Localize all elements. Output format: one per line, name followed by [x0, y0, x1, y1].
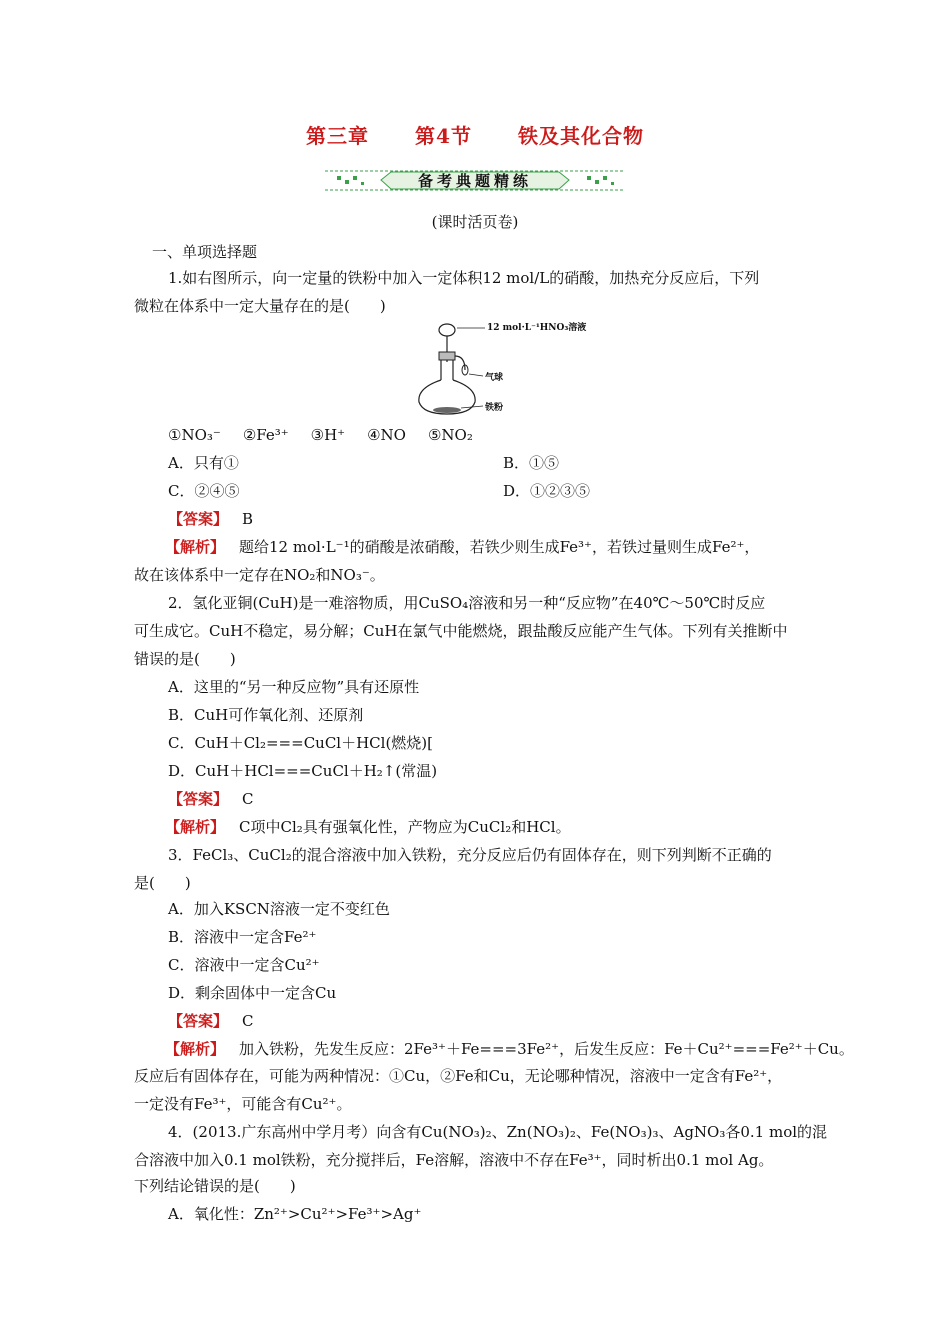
item-5: ⑤NO₂ — [427, 426, 473, 444]
banner-text: 备考典题精练 — [417, 172, 532, 190]
question-1-line-1: 1.如右图所示，向一定量的铁粉中加入一定体积12 mol/L的硝酸，加热充分反应后，下列 — [168, 269, 760, 287]
q1-option-c: C．②④⑤ — [168, 482, 240, 500]
figure-label-balloon: 气球 — [485, 373, 504, 383]
answer-tag: 【答案】 — [168, 790, 229, 808]
question-3-line-2: 是( ) — [134, 874, 191, 892]
q2-analysis-line-1: 【解析】 C项中Cl₂具有强氧化性，产物应为CuCl₂和HCl。 — [165, 818, 571, 836]
q2-answer-value: C — [242, 790, 254, 808]
figure-label-acid: 12 mol·L⁻¹HNO₃溶液 — [487, 323, 587, 333]
q2-option-a: A．这里的“另一种反应物”具有还原性 — [168, 678, 420, 696]
q3-option-b: B．溶液中一定含Fe²⁺ — [168, 928, 317, 946]
apparatus-figure — [395, 318, 587, 418]
question-4-line-1: 4．(2013.广东高州中学月考）向含有Cu(NO₃)₂、Zn(NO₃)₂、Fe(NO₃)₃、AgNO₃各0.1 mol的混 — [168, 1123, 828, 1141]
q2-option-d: D．CuH＋HCl===CuCl＋H₂↑(常温) — [168, 762, 438, 780]
question-3-line-1: 3．FeCl₃、CuCl₂的混合溶液中加入铁粉，充分反应后仍有固体存在，则下列判断不正确的 — [168, 846, 772, 864]
q3-analysis-line-3: 一定没有Fe³⁺，可能含有Cu²⁺。 — [134, 1095, 352, 1113]
topic-title: 铁及其化合物 — [517, 124, 644, 148]
q3-analysis-line-2: 反应后有固体存在，可能为两种情况：①Cu，②Fe和Cu，无论哪种情况，溶液中一定含有Fe²⁺， — [134, 1067, 783, 1085]
q4-option-a: A．氧化性：Zn²⁺>Cu²⁺>Fe³⁺>Ag⁺ — [168, 1205, 422, 1223]
section-heading: 一、单项选择题 — [152, 243, 258, 261]
q3-answer — [168, 1011, 254, 1031]
q1-answer-value: B — [242, 510, 254, 528]
analysis-tag: 【解析】 — [165, 1040, 226, 1058]
analysis-tag: 【解析】 — [165, 818, 226, 836]
question-2-line-1: 2．氢化亚铜(CuH)是一难溶物质，用CuSO₄溶液和另一种“反应物”在40℃～50℃时反应 — [168, 594, 766, 612]
question-4-line-2: 合溶液中加入0.1 mol铁粉，充分搅拌后，Fe溶解，溶液中不存在Fe³⁺，同时析出0.1 mol Ag。 — [134, 1151, 774, 1169]
figure-label-iron: 铁粉 — [485, 403, 504, 413]
q3-option-c: C．溶液中一定含Cu²⁺ — [168, 956, 320, 974]
q3-option-d: D．剩余固体中一定含Cu — [168, 984, 337, 1002]
item-4: ④NO — [367, 426, 406, 444]
question-2-line-2: 可生成它。CuH不稳定，易分解；CuH在氯气中能燃烧，跟盐酸反应能产生气体。下列有关推断中 — [134, 622, 788, 640]
question-1-items — [168, 425, 473, 445]
q3-answer-value: C — [242, 1012, 254, 1030]
answer-tag: 【答案】 — [168, 510, 229, 528]
q1-analysis-line-2: 故在该体系中一定存在NO₂和NO₃⁻。 — [134, 566, 385, 584]
question-1-line-2: 微粒在体系中一定大量存在的是( ) — [134, 297, 386, 315]
subtitle: (课时活页卷) — [431, 213, 519, 231]
page-title — [0, 120, 950, 149]
q1-answer — [168, 509, 253, 529]
banner — [325, 166, 625, 194]
answer-tag: 【答案】 — [168, 1012, 229, 1030]
item-3: ③H⁺ — [310, 426, 346, 444]
item-2: ②Fe³⁺ — [242, 426, 289, 444]
analysis-tag: 【解析】 — [165, 538, 226, 556]
section-title: 第4节 — [415, 124, 472, 148]
flask-apparatus-icon — [395, 318, 565, 418]
item-1: ①NO₃⁻ — [168, 426, 221, 444]
q3-analysis-line-1: 【解析】 加入铁粉，先发生反应：2Fe³⁺＋Fe===3Fe²⁺，后发生反应：Fe＋Cu²⁺===Fe²⁺＋Cu。 — [165, 1040, 854, 1058]
q1-option-d: D．①②③⑤ — [503, 482, 591, 500]
q3-option-a: A．加入KSCN溶液一定不变红色 — [168, 900, 390, 918]
q2-option-c: C．CuH＋Cl₂===CuCl＋HCl(燃烧)[ — [168, 734, 434, 752]
q1-option-a: A．只有① — [168, 454, 239, 472]
q1-analysis-line-1: 【解析】 题给12 mol·L⁻¹的硝酸是浓硝酸，若铁少则生成Fe³⁺，若铁过量则生成Fe²⁺， — [165, 538, 760, 556]
question-2-line-3: 错误的是( ) — [134, 650, 236, 668]
chapter-title: 第三章 — [306, 124, 370, 148]
q2-option-b: B．CuH可作氧化剂、还原剂 — [168, 706, 364, 724]
question-4-line-3: 下列结论错误的是( ) — [134, 1177, 296, 1195]
q1-option-b: B．①⑤ — [503, 454, 560, 472]
q2-answer — [168, 789, 254, 809]
